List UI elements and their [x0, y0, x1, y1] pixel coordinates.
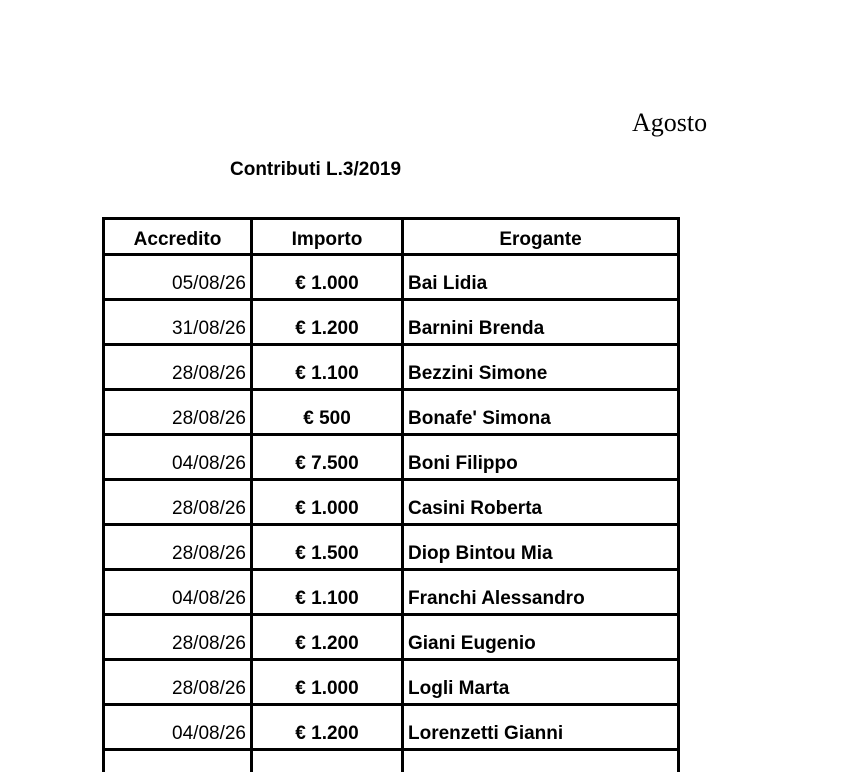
cell-amount: € 1.100 — [252, 345, 403, 390]
cell-name: Bonafe' Simona — [403, 390, 679, 435]
month-label: Agosto — [632, 108, 708, 137]
table-row — [104, 705, 679, 750]
cell-amount: € 1.200 — [252, 300, 403, 345]
cell-date: 28/08/26 — [104, 345, 252, 390]
cell-date: 28/08/26 — [104, 390, 252, 435]
cell-name: Boni Filippo — [403, 435, 679, 480]
cell-amount: € 1.000 — [252, 660, 403, 705]
table-row-partial — [104, 750, 679, 772]
table-header — [104, 219, 679, 255]
cell-date: 28/08/26 — [104, 525, 252, 570]
cell-date: 28/08/26 — [104, 615, 252, 660]
table-body — [104, 255, 679, 772]
table-row — [104, 570, 679, 615]
table-row — [104, 390, 679, 435]
cell-date: 04/08/26 — [104, 435, 252, 480]
cell-amount: € 1.000 — [252, 255, 403, 300]
cell-name: Lorenzetti Gianni — [403, 705, 679, 750]
cell-date: 05/08/26 — [104, 255, 252, 300]
cell-name: Casini Roberta — [403, 480, 679, 525]
cell-date: 28/08/26 — [104, 660, 252, 705]
cell-name: Diop Bintou Mia — [403, 525, 679, 570]
cell-name: Barnini Brenda — [403, 300, 679, 345]
cell-date: 04/08/26 — [104, 570, 252, 615]
cell-name: Logli Marta — [403, 660, 679, 705]
table-row — [104, 660, 679, 705]
header-accredito: Accredito — [104, 219, 252, 255]
cell-amount: € 1.000 — [252, 480, 403, 525]
cell-date: 31/08/26 — [104, 300, 252, 345]
header-erogante: Erogante — [403, 219, 679, 255]
table-row — [104, 525, 679, 570]
empty-cell — [403, 750, 679, 772]
header-importo: Importo — [252, 219, 403, 255]
cell-name: Bai Lidia — [403, 255, 679, 300]
table-row — [104, 480, 679, 525]
cell-name: Bezzini Simone — [403, 345, 679, 390]
cell-amount: € 500 — [252, 390, 403, 435]
cell-amount: € 7.500 — [252, 435, 403, 480]
header-row — [104, 219, 679, 255]
empty-cell — [252, 750, 403, 772]
table-row — [104, 435, 679, 480]
cell-amount: € 1.500 — [252, 525, 403, 570]
empty-cell — [104, 750, 252, 772]
cell-name: Giani Eugenio — [403, 615, 679, 660]
table-row — [104, 300, 679, 345]
table-row — [104, 615, 679, 660]
document-title: Contributi L.3/2019 — [230, 159, 402, 180]
table-row — [104, 345, 679, 390]
cell-date: 04/08/26 — [104, 705, 252, 750]
table-row — [104, 255, 679, 300]
cell-amount: € 1.200 — [252, 615, 403, 660]
cell-amount: € 1.200 — [252, 705, 403, 750]
cell-amount: € 1.100 — [252, 570, 403, 615]
cell-date: 28/08/26 — [104, 480, 252, 525]
cell-name: Franchi Alessandro — [403, 570, 679, 615]
contributions-table — [102, 217, 680, 772]
